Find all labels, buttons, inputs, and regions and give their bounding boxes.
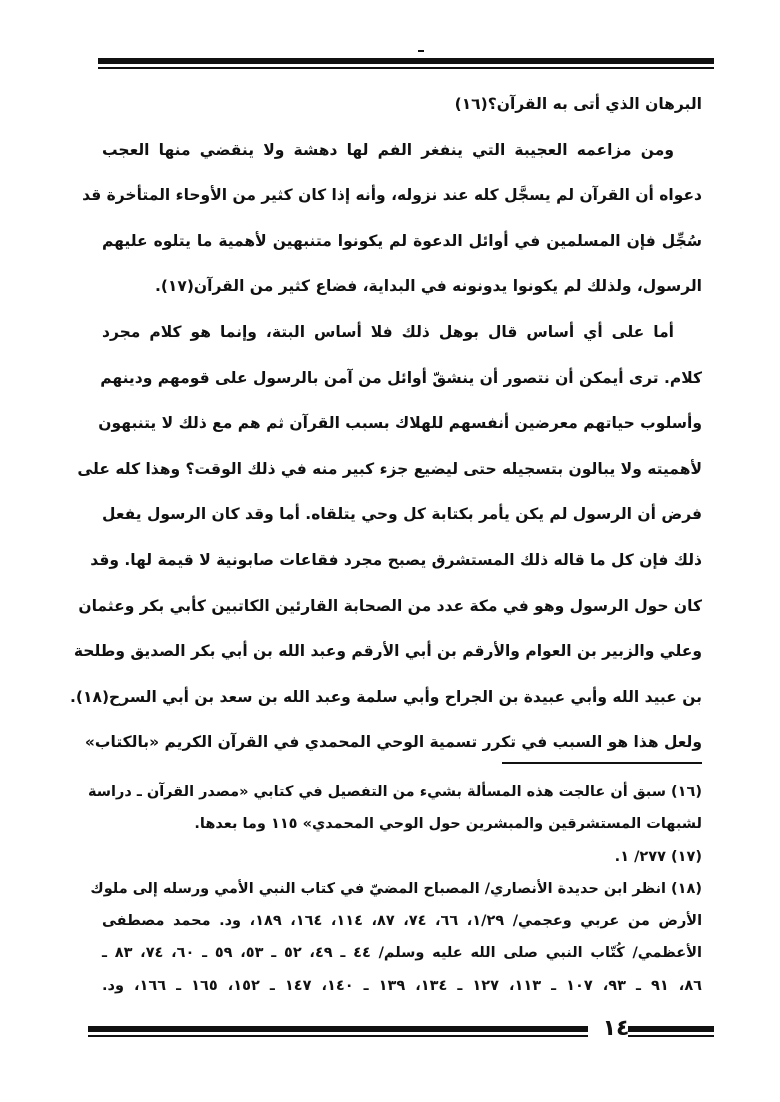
footnote-line: ٨٦، ٩١ ـ ٩٣، ١٠٧ ـ ١١٣، ١٢٧ ـ ١٣٤، ١٣٩ ـ ١٤٠، ١٤٧ ـ ١٥٢، ١٦٥ ـ ١٦٦، ود. <box>102 977 703 994</box>
body-line: الرسول، ولذلك لم يكونوا يدونونه في البداية، فضاع كثير من القرآن(١٧). <box>154 277 702 296</box>
footnote-line: (١٦) سبق أن عالجت هذه المسألة بشيء من التفصيل في كتابي «مصدر القرآن ـ دراسة <box>87 784 702 800</box>
body-line: ذلك فإن كل ما قاله ذلك المستشرق يصبح مجرد فقاعات صابونية لا قيمة لها. وقد <box>90 550 702 569</box>
page-number: ١٤ <box>602 1016 630 1041</box>
header-rule-thick <box>98 58 714 64</box>
header-mark <box>418 50 424 52</box>
footnote-line: (١٨) انظر ابن حديدة الأنصاري/ المصباح المضيّ في كتاب النبي الأمي ورسله إلى ملوك <box>90 880 702 897</box>
body-line: ومن مزاعمه العجيبة التي ينفغر الفم لها دهشة ولا ينقضي منها العجب <box>102 140 674 159</box>
footer-rule-thick <box>88 1026 588 1032</box>
footnote-line: لشبهات المستشرقين والمبشرين حول الوحي المحمدي» ١١٥ وما بعدها. <box>194 816 702 833</box>
footnote-separator <box>502 762 702 764</box>
footnote-line: الأعظمي/ كُتّاب النبي صلى الله عليه وسلم/ ٤٤ ـ ٤٩، ٥٢ ـ ٥٣، ٥٩ ـ ٦٠، ٧٤، ٨٣ ـ <box>102 945 702 962</box>
body-line: كلام. ترى أيمكن أن نتصور أن ينشقّ أوائل من آمن بالرسول على قومهم ودينهم <box>100 368 702 387</box>
body-line: سُجِّل فإن المسلمين في أوائل الدعوة لم يكونوا متنبهين لأهمية ما يتلوه عليهم <box>102 231 702 250</box>
body-line: لأهميته ولا يبالون بتسجيله حتى ليضيع جزء كبير منه في ذلك الوقت؟ وهذا كله على <box>77 459 702 478</box>
footnote-line: الأرض من عربي وعجمي/ ١/٢٩، ٦٦، ٧٤، ٨٧، ١١٤، ١٦٤، ١٨٩، ود. محمد مصطفى <box>102 913 703 930</box>
header-rule-thin <box>98 67 714 69</box>
footer-rule-thin <box>88 1035 588 1037</box>
body-line: بن عبيد الله وأبي عبيدة بن الجراح وأبي سلمة وعبد الله بن سعد بن أبي السرح(١٨). <box>70 687 702 706</box>
body-line: ولعل هذا هو السبب في تكرر تسمية الوحي المحمدي في القرآن الكريم «بالكتاب» <box>84 733 702 752</box>
body-line: أما على أي أساس قال بوهل ذلك فلا أساس البتة، وإنما هو كلام مجرد <box>102 322 674 341</box>
body-line: البرهان الذي أتى به القرآن؟(١٦) <box>454 95 702 113</box>
body-text <box>70 82 702 766</box>
body-line: كان حول الرسول وهو في مكة عدد من الصحابة القارئين الكاتبين كأبي بكر وعثمان <box>78 596 702 615</box>
body-line: وأسلوب حياتهم معرضين أنفسهم للهلاك بسبب القرآن ثم هم مع ذلك لا يتنبهون <box>98 414 702 433</box>
body-line: دعواه أن القرآن لم يسجَّل كله عند نزوله، وأنه إذا كان كثير من الأوحاء المتأخرة قد <box>82 186 702 205</box>
footnote-line: (١٧) ٢٧٧/ ١. <box>614 848 702 865</box>
body-line: وعلي والزبير بن العوام والأرقم بن أبي الأرقم وعبد الله بن أبي بكر الصديق وطلحة <box>73 642 702 661</box>
footnotes <box>87 776 703 1002</box>
body-line: فرض أن الرسول لم يكن يأمر بكتابة كل وحي يتلقاه. أما وقد كان الرسول يفعل <box>102 505 702 524</box>
